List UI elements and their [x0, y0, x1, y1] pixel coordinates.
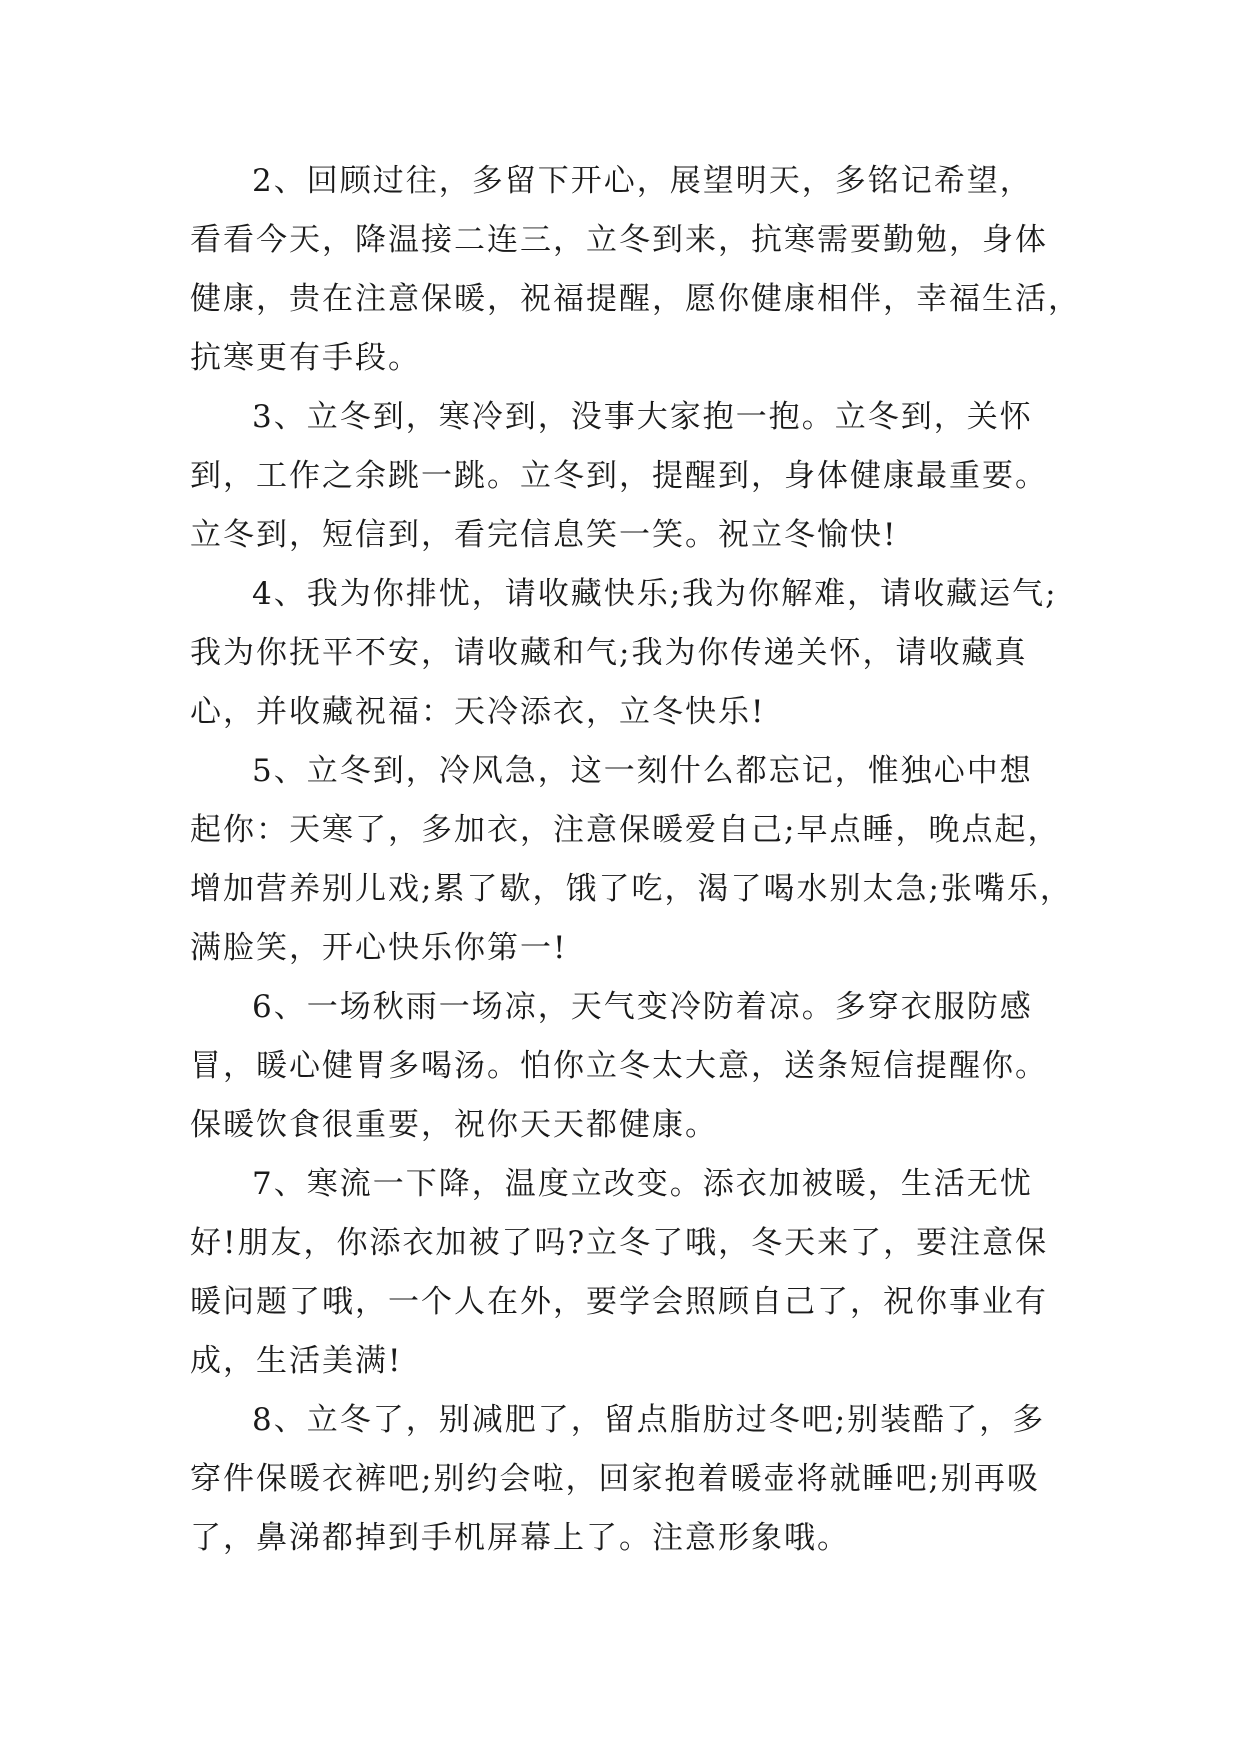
paragraph-line: 成，生活美满! [190, 1343, 403, 1379]
paragraph-6 [190, 978, 1050, 1155]
paragraph-5 [190, 742, 1073, 978]
paragraph-line: 7、寒流一下降，温度立改变。添衣加被暖，生活无忧 [252, 1166, 1033, 1202]
paragraph-line: 保暖饮食很重要，祝你天天都健康。 [190, 1107, 718, 1143]
paragraph-line: 看看今天，降温接二连三，立冬到来，抗寒需要勤勉，身体 [190, 222, 1048, 258]
paragraph-line: 8、立冬了，别减肥了，留点脂肪过冬吧;别装酷了，多 [252, 1402, 1046, 1438]
paragraph-line: 起你：天寒了，多加衣，注意保暖爱自己;早点睡，晚点起， [190, 812, 1061, 848]
paragraph-line: 暖问题了哦，一个人在外，要学会照顾自己了，祝你事业有 [190, 1284, 1048, 1320]
paragraph-line: 好!朋友，你添衣加被了吗?立冬了哦，冬天来了，要注意保 [190, 1225, 1049, 1261]
paragraph-line: 抗寒更有手段。 [190, 340, 421, 376]
paragraph-line: 健康，贵在注意保暖，祝福提醒，愿你健康相伴，幸福生活， [190, 281, 1081, 317]
paragraph-line: 到，工作之余跳一跳。立冬到，提醒到，身体健康最重要。 [190, 458, 1048, 494]
paragraph-line: 心，并收藏祝福：天冷添衣，立冬快乐! [190, 694, 766, 730]
document-body [190, 152, 1081, 1568]
paragraph-line: 冒，暖心健胃多喝汤。怕你立冬太大意，送条短信提醒你。 [190, 1048, 1048, 1084]
paragraph-line: 3、立冬到，寒冷到，没事大家抱一抱。立冬到，关怀 [252, 399, 1033, 435]
paragraph-line: 满脸笑，开心快乐你第一! [190, 930, 568, 966]
paragraph-3 [190, 388, 1050, 565]
paragraph-line: 5、立冬到，冷风急，这一刻什么都忘记，惟独心中想 [252, 753, 1033, 789]
paragraph-line: 我为你抚平不安，请收藏和气;我为你传递关怀，请收藏真 [190, 635, 1028, 671]
paragraph-line: 增加营养别儿戏;累了歇，饿了吃，渴了喝水别太急;张嘴乐， [190, 871, 1073, 907]
paragraph-line: 6、一场秋雨一场凉，天气变冷防着凉。多穿衣服防感 [252, 989, 1033, 1025]
paragraph-8 [190, 1391, 1050, 1568]
paragraph-4 [190, 565, 1058, 742]
paragraph-line: 立冬到，短信到，看完信息笑一笑。祝立冬愉快! [190, 517, 898, 553]
paragraph-line: 2、回顾过往，多留下开心，展望明天，多铭记希望， [252, 163, 1033, 199]
paragraph-7 [190, 1155, 1050, 1391]
paragraph-line: 穿件保暖衣裤吧;别约会啦，回家抱着暖壶将就睡吧;别再吸 [190, 1461, 1040, 1497]
paragraph-line: 了，鼻涕都掉到手机屏幕上了。注意形象哦。 [190, 1520, 850, 1556]
paragraph-line: 4、我为你排忧，请收藏快乐;我为你解难，请收藏运气; [252, 576, 1058, 612]
paragraph-2 [190, 152, 1081, 388]
